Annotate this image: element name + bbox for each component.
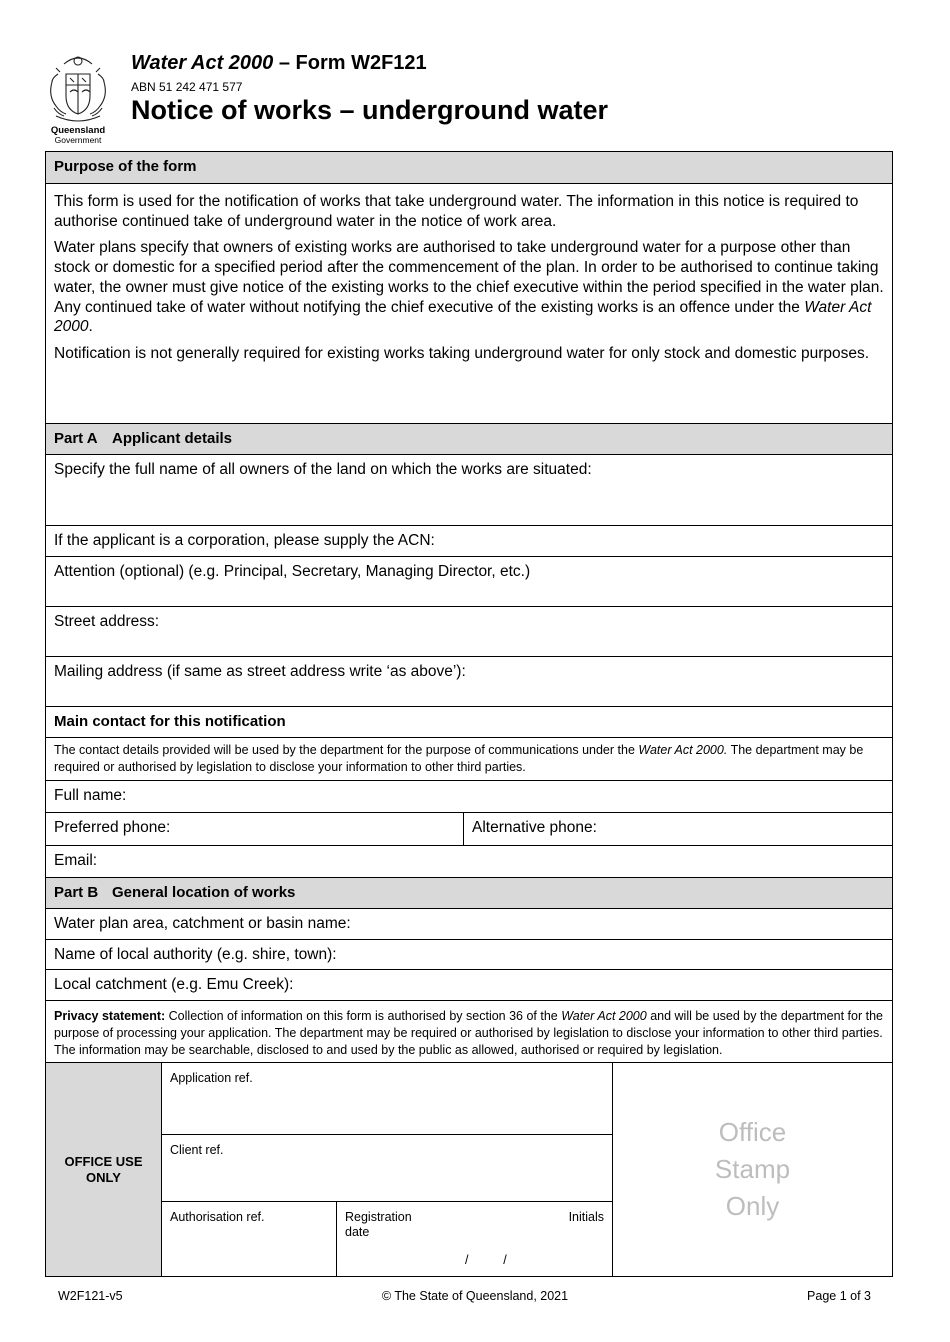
logo-text-government: Government — [54, 135, 102, 145]
queensland-government-logo — [44, 52, 112, 146]
footer-copyright: © The State of Queensland, 2021 — [381, 1289, 569, 1303]
abn: ABN 51 242 471 577 — [131, 80, 243, 94]
office-use-block — [46, 1062, 892, 1276]
alternative-phone-field[interactable]: Alternative phone: — [472, 819, 597, 836]
email-field[interactable]: Email: — [46, 845, 892, 877]
application-ref-field[interactable]: Application ref. — [162, 1063, 612, 1135]
acn-field[interactable]: If the applicant is a corporation, please supply the ACN: — [46, 525, 892, 556]
local-catchment-field[interactable]: Local catchment (e.g. Emu Creek): — [46, 969, 892, 1000]
preferred-phone-field[interactable]: Preferred phone: — [46, 813, 464, 845]
privacy-statement: Privacy statement: Collection of information on this form is authorised by section 36 of the Water Act 2000 and will be used by the department for the purpose of processing your application. The department may be required or authorised by legislation to disclose your information to other third parties. The information may be searchable, disclosed to and used by the public as allowed, authorised or required by legislation. — [46, 1000, 892, 1062]
page-title: Notice of works – underground water — [131, 95, 609, 125]
purpose-text — [46, 183, 892, 423]
street-address-field[interactable]: Street address: — [46, 606, 892, 656]
attention-field[interactable]: Attention (optional) (e.g. Principal, Secretary, Managing Director, etc.) — [46, 556, 892, 606]
office-use-label: OFFICE USE ONLY — [46, 1063, 162, 1276]
footer-page-number: Page 1 of 3 — [807, 1289, 871, 1303]
registration-date-field[interactable]: Registration date Initials / / — [345, 1210, 604, 1267]
full-name-field[interactable]: Full name: — [46, 780, 892, 812]
footer-version: W2F121-v5 — [58, 1289, 123, 1303]
owners-field[interactable]: Specify the full name of all owners of the land on which the works are situated: — [46, 454, 892, 525]
phone-row — [46, 812, 892, 845]
contact-note: The contact details provided will be used by the department for the purpose of communications under the Water Act 2000. The department may be required or authorised by legislation to disclose your information to other third parties. — [46, 737, 892, 780]
authorisation-row — [162, 1202, 612, 1276]
water-plan-field[interactable]: Water plan area, catchment or basin name: — [46, 908, 892, 939]
notice-form — [45, 151, 893, 1277]
purpose-paragraph-2: Water plans specify that owners of existing works are authorised to take underground water for a purpose other than stock or domestic for a specified period after the commencement of the plan. In order to be authorised to continue taking water, the owner must give notice of the existing works to the chief executive within the period specified in the water plan. Any continued take of water without notifying the chief executive of the existing works is an offence under the Water Act 2000. — [54, 239, 884, 336]
section-part-a-heading: Part A Applicant details — [46, 423, 892, 454]
main-contact-heading: Main contact for this notification — [46, 706, 892, 737]
section-part-b-heading: Part B General location of works — [46, 877, 892, 908]
office-refs — [162, 1063, 613, 1276]
act-title: Water Act 2000 — [131, 52, 274, 74]
office-stamp-area: Office Stamp Only — [714, 1117, 791, 1221]
local-authority-field[interactable]: Name of local authority (e.g. shire, town): — [46, 939, 892, 969]
purpose-paragraph-1: This form is used for the notification of works that take underground water. The information in this notice is required to authorise continued take of underground water in the notice of work area. — [54, 193, 859, 230]
initials-label: Initials — [568, 1210, 604, 1224]
date-slashes: / / — [465, 1253, 507, 1267]
purpose-paragraph-3: Notification is not generally required for existing works taking underground water for only stock and domestic purposes. — [54, 344, 870, 362]
coat-of-arms-icon — [44, 52, 112, 146]
logo-text-queensland: Queensland — [50, 125, 106, 136]
form-header — [131, 52, 427, 75]
section-purpose-heading: Purpose of the form — [46, 152, 892, 183]
client-ref-field[interactable]: Client ref. — [162, 1135, 612, 1202]
form-label: – Form W2F121 — [273, 52, 427, 74]
mailing-address-field[interactable]: Mailing address (if same as street address write ‘as above’): — [46, 656, 892, 706]
authorisation-ref-field[interactable]: Authorisation ref. — [162, 1202, 337, 1276]
